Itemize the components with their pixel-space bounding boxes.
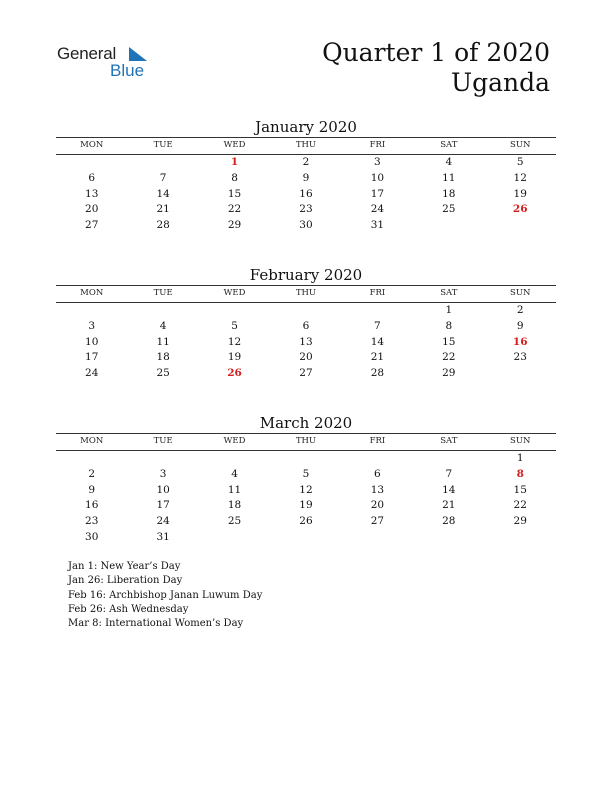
holiday-day-cell: 16 (512, 335, 528, 348)
day-cell: 30 (85, 530, 99, 543)
weekday-label: WED (223, 140, 246, 150)
day-cell: 16 (85, 499, 99, 512)
day-cell: 2 (516, 304, 524, 316)
day-cell: 9 (302, 171, 310, 184)
day-cell: 5 (516, 156, 524, 168)
weekday-label: MON (80, 436, 104, 446)
title-country: Uganda (451, 68, 550, 97)
day-cell: 15 (513, 483, 527, 496)
day-cell (413, 451, 484, 467)
month-title: March 2020 (259, 414, 353, 432)
day-cell: 26 (299, 515, 313, 528)
day-cell: 27 (85, 219, 99, 232)
day-cell: 15 (227, 187, 242, 200)
weekday-label: THU (295, 436, 317, 446)
week-row (56, 303, 556, 319)
weekday-label: THU (295, 288, 317, 298)
day-cell: 13 (85, 187, 99, 200)
day-cell (413, 218, 484, 234)
weekday-label: SAT (440, 436, 458, 446)
weekday-label: FRI (369, 140, 386, 150)
day-cell: 24 (85, 367, 99, 380)
day-cell (342, 451, 413, 467)
day-cell: 8 (231, 171, 238, 184)
day-cell (413, 530, 484, 546)
day-cell: 2 (88, 467, 96, 480)
day-cell: 17 (156, 499, 170, 512)
month-title: February 2020 (249, 266, 363, 284)
day-cell: 6 (302, 319, 310, 332)
day-cell: 22 (442, 351, 456, 364)
day-cell: 2 (302, 156, 310, 168)
month-block (56, 265, 556, 382)
day-cell: 6 (88, 171, 96, 184)
day-cell: 25 (156, 367, 170, 380)
day-cell (270, 451, 341, 467)
day-cell: 12 (299, 483, 313, 496)
day-cell: 9 (516, 319, 524, 332)
day-cell: 7 (159, 171, 167, 184)
logo-triangle-icon (125, 47, 147, 61)
day-cell: 10 (156, 483, 170, 496)
week-row (56, 451, 556, 467)
weekday-label: TUE (153, 140, 173, 150)
weekday-header (56, 434, 556, 450)
day-cell: 20 (85, 203, 99, 216)
day-cell (270, 530, 341, 546)
weekday-header (56, 138, 556, 154)
page-title (322, 38, 550, 98)
holiday-day-cell: 8 (516, 467, 524, 480)
day-cell: 13 (370, 483, 385, 496)
day-cell (127, 155, 198, 171)
day-cell: 29 (442, 367, 456, 380)
day-cell (199, 530, 270, 546)
day-cell: 30 (299, 219, 313, 232)
week-row (56, 171, 556, 187)
day-cell (485, 218, 556, 234)
day-cell: 5 (231, 319, 238, 332)
day-cell: 28 (442, 515, 456, 528)
day-cell: 20 (299, 351, 313, 364)
week-row (56, 350, 556, 366)
day-cell: 16 (299, 187, 313, 200)
day-cell: 7 (374, 319, 381, 332)
day-cell: 23 (299, 203, 313, 216)
day-cell (127, 303, 198, 319)
day-cell: 14 (442, 483, 456, 496)
week-row (56, 218, 556, 234)
day-cell: 11 (156, 335, 170, 348)
day-cell: 4 (231, 467, 238, 480)
day-cell: 19 (299, 499, 313, 512)
week-row (56, 530, 556, 546)
day-cell: 29 (513, 515, 527, 528)
day-cell: 21 (156, 203, 170, 216)
holiday-notes (68, 560, 262, 631)
week-row (56, 467, 556, 483)
day-cell: 15 (442, 335, 456, 348)
day-cell: 13 (299, 335, 313, 348)
weekday-label: SUN (510, 288, 531, 298)
holiday-note: Jan 26: Liberation Day (68, 575, 183, 587)
week-row (56, 483, 556, 499)
weekday-label: SUN (510, 140, 531, 150)
day-cell: 22 (513, 499, 527, 512)
day-cell: 5 (302, 467, 310, 480)
day-cell: 19 (513, 187, 527, 200)
day-cell (485, 530, 556, 546)
weekday-header (56, 286, 556, 302)
day-cell: 28 (370, 367, 385, 380)
day-cell: 3 (374, 156, 381, 168)
day-cell: 24 (156, 515, 170, 528)
day-cell: 14 (370, 335, 385, 348)
week-row (56, 202, 556, 218)
day-cell (56, 303, 127, 319)
day-cell: 28 (156, 219, 170, 232)
weekday-label: TUE (153, 436, 173, 446)
day-cell: 14 (156, 187, 170, 200)
week-row (56, 498, 556, 514)
day-cell: 20 (370, 499, 385, 512)
day-cell: 31 (156, 530, 170, 543)
day-cell: 3 (88, 319, 96, 332)
weekday-label: SUN (510, 436, 531, 446)
day-cell: 6 (374, 467, 381, 480)
generalblue-logo (57, 44, 167, 84)
day-cell (127, 451, 198, 467)
title-quarter: Quarter 1 of 2020 (322, 38, 550, 67)
week-row (56, 187, 556, 203)
day-cell: 27 (370, 515, 385, 528)
holiday-note: Mar 8: International Women’s Day (68, 618, 244, 630)
day-cell: 12 (513, 171, 527, 184)
day-cell: 22 (227, 203, 242, 216)
day-cell: 18 (442, 187, 456, 200)
holiday-note: Feb 16: Archbishop Janan Luwum Day (68, 589, 263, 601)
day-cell: 21 (442, 499, 456, 512)
weekday-label: MON (80, 288, 104, 298)
day-cell: 10 (85, 335, 99, 348)
day-cell: 31 (370, 219, 385, 232)
month-block (56, 117, 556, 234)
day-cell (342, 530, 413, 546)
day-cell: 17 (370, 187, 385, 200)
month-title: January 2020 (255, 118, 357, 136)
day-cell: 25 (227, 515, 242, 528)
weekday-label: SAT (440, 288, 458, 298)
day-cell: 8 (445, 319, 453, 332)
day-cell (270, 303, 341, 319)
week-row (56, 319, 556, 335)
day-cell: 7 (445, 467, 453, 480)
weekday-label: THU (295, 140, 317, 150)
day-cell: 19 (227, 351, 242, 364)
month-block (56, 413, 556, 546)
weekday-label: SAT (440, 140, 458, 150)
holiday-note: Jan 1: New Year’s Day (68, 561, 181, 572)
week-row (56, 335, 556, 351)
day-cell: 23 (513, 351, 527, 364)
day-cell: 1 (445, 304, 453, 316)
week-row (56, 514, 556, 530)
logo-blue-text: Blue (110, 61, 145, 80)
day-cell: 11 (227, 483, 242, 496)
day-cell: 11 (442, 171, 456, 184)
day-cell: 18 (156, 351, 170, 364)
holiday-note: Feb 26: Ash Wednesday (68, 603, 189, 615)
holiday-day-cell: 1 (230, 156, 239, 168)
day-cell: 1 (516, 452, 524, 464)
day-cell (485, 366, 556, 382)
weekday-label: WED (223, 436, 246, 446)
weekday-label: FRI (369, 436, 386, 446)
holiday-day-cell: 26 (512, 203, 528, 216)
day-cell (56, 155, 127, 171)
day-cell: 17 (85, 351, 99, 364)
day-cell: 12 (227, 335, 242, 348)
weekday-label: MON (80, 140, 104, 150)
day-cell: 27 (299, 367, 313, 380)
weekday-label: TUE (153, 288, 173, 298)
day-cell: 3 (159, 467, 167, 480)
weekday-label: WED (223, 288, 246, 298)
day-cell: 10 (370, 171, 385, 184)
holiday-day-cell: 26 (227, 367, 242, 380)
day-cell: 29 (227, 219, 242, 232)
day-cell: 4 (159, 319, 167, 332)
week-row (56, 366, 556, 382)
day-cell: 4 (445, 156, 453, 168)
day-cell: 23 (85, 515, 99, 528)
week-row (56, 155, 556, 171)
day-cell: 9 (88, 483, 96, 496)
day-cell (56, 451, 127, 467)
day-cell (199, 451, 270, 467)
logo-general-text: General (57, 44, 117, 63)
day-cell (342, 303, 413, 319)
day-cell (199, 303, 270, 319)
day-cell: 24 (370, 203, 385, 216)
weekday-label: FRI (369, 288, 386, 298)
day-cell: 21 (370, 351, 385, 364)
day-cell: 25 (442, 203, 456, 216)
day-cell: 18 (227, 499, 242, 512)
